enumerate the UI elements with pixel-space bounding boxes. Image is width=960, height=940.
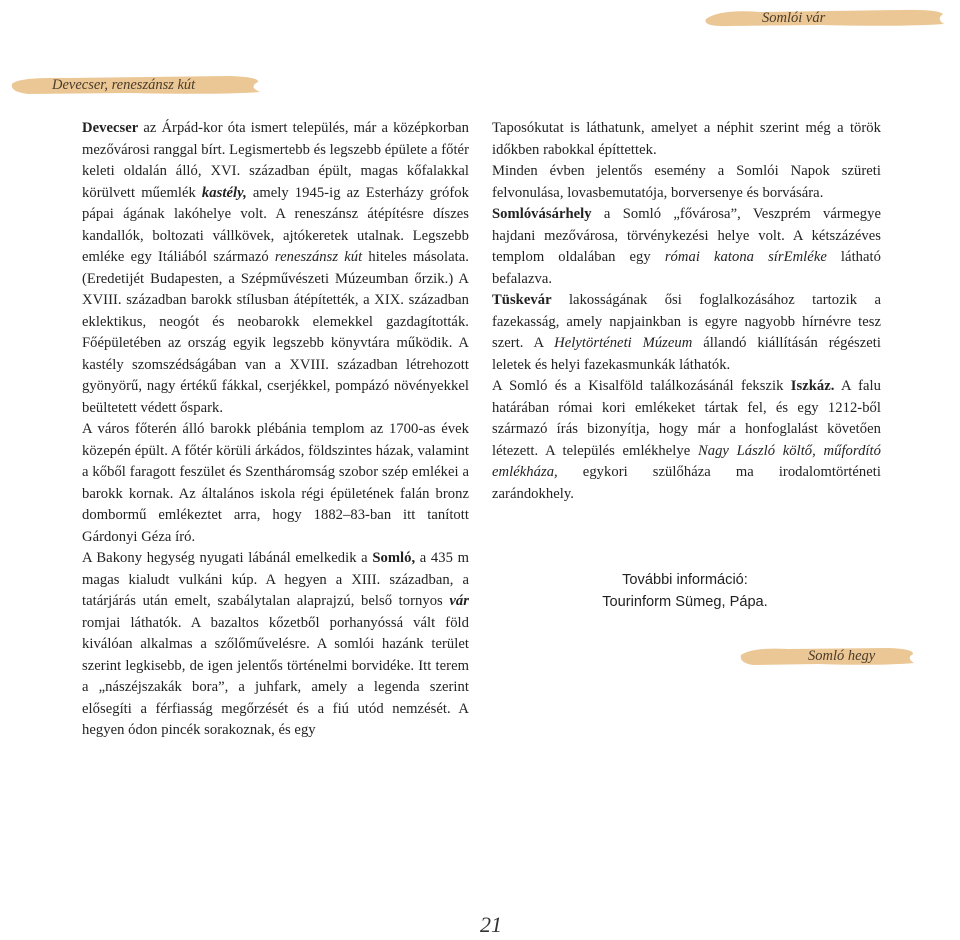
- left-text-column: [82, 118, 469, 742]
- page-number: 21: [480, 912, 502, 937]
- place-name-iszkaz: Iszkáz.: [790, 378, 835, 394]
- info-heading: További információ:: [622, 572, 748, 588]
- place-name-somlovasarhely: Somlóvásárhely: [492, 206, 592, 222]
- text-run: a 435 m magas kialudt vulkáni kúp. A hegyen a XIII. században, a tatárjárás után emelt, szabálytalan alaprajzú, belső tornyos: [82, 550, 469, 609]
- text-run: A Bakony hegység nyugati lábánál emelkedik a: [82, 550, 373, 566]
- text-run: a Somló „fővárosa”, Veszprém vármegye hajdani mezővárosa, törvénykezési helye volt. A kétszázéves templom oldalában egy: [492, 206, 881, 265]
- emph-var: vár: [449, 593, 469, 609]
- text-run: amely 1945-ig az Esterházy grófok pápai ágának lakóhelye volt. A reneszánsz átépítésre díszes kandallók, boltozati vállkövek, ajtókeretek utalnak. Legszebb emléke egy Itáliából származó: [82, 184, 469, 265]
- text-run: lakosságának ősi foglalkozásához tartozik a fazekasság, amely napjainkban is egyre nagyobb hírnévre tesz szert. A: [492, 292, 881, 351]
- paragraph-taposokut: Taposókutat is láthatunk, amelyet a néphit szerint még a török időkben rabokkal építtettek.: [492, 120, 881, 158]
- right-text-column: [492, 118, 881, 505]
- label-somloi-var: [700, 5, 945, 31]
- label-text: Devecser, reneszánsz kút: [52, 77, 196, 93]
- further-info-block: [560, 570, 810, 613]
- text-run: hiteles másolata. (Eredetijét Budapesten, a Szépművészeti Múzeumban őrzik.) A XVIII. században barokk stílusban átépítették, a XIX. században eklektikus, neogót és neobarokk elemekkel gazdagították. Főépületében az ország egyik legszebb könyvtára működik. A kastély szomszédságában van a XVIII. században létrehozott gyönyörű, nagy értékű fákkal, cserjékkel, pompázó növényekkel beültetett védett őspark.: [82, 249, 469, 416]
- place-name-somlo: Somló,: [372, 550, 416, 566]
- paragraph-varos-foter: A város főterén álló barokk plébánia templom az 1700-as évek közepén épült. A főtér körüli árkádos, földszintes házak, valamint a kőből faragott feszület és Szentháromság szobor szép emlékei a barokk kornak. Az általános iskola régi épületének falán bronz dombormű emlékeztet arra, hogy 1882–83-ban itt tanított Gárdonyi Géza író.: [82, 421, 469, 545]
- emph-nagy-laszlo: Nagy László költő, műfordító emlékháza,: [492, 442, 881, 480]
- info-tourinform: Tourinform Sümeg, Pápa.: [602, 593, 768, 610]
- emph-kastely: kastély,: [201, 184, 247, 201]
- text-run: A falu határában római kori emlékeket tártak fel, és egy 1212-ből származó írás bizonyítja, hogy már a honfoglalást követően létezett. A település emlékhelye: [492, 378, 881, 459]
- emph-helytorteneti-muzeum: Helytörténeti Múzeum: [554, 335, 693, 351]
- label-text: Somló hegy: [808, 648, 876, 664]
- text-run: A Somló és a Kisalföld találkozásánál fekszik: [492, 378, 791, 394]
- emph-romai-katona: római katona sírEmléke: [664, 249, 827, 265]
- text-run: romjai láthatók. A bazaltos kőzetből porhanyóssá vált föld kiválóan alkalmas a szőlőművelésre. A somlói hazánk terület szerint legkisebb, de igen jelentős történelmi borvidéke. Itt terem a „nászéjszakák bora”, a juhfark, amely a legenda szerint elősegíti a férfiasság megőrzését és a fiú utód nemzését. A hegyen ódon pincék sorakoznak, és egy: [82, 614, 469, 738]
- paragraph-iszkaz: [492, 376, 881, 505]
- paragraph-devecser: [82, 118, 469, 419]
- paragraph-somlovasarhely: [492, 204, 881, 290]
- emph-reneszansz-kut: reneszánsz kút: [274, 249, 363, 265]
- text-run: egykori szülőháza ma irodalomtörténeti zarándokhely.: [492, 464, 881, 502]
- place-name-tuskevar: Tüskevár: [492, 292, 552, 308]
- label-devecser-kut: [8, 72, 263, 98]
- text-run: állandó kiállításán régészeti leletek és helyi fazekasmunkák láthatók.: [492, 335, 882, 373]
- label-somlo-hegy: [738, 643, 916, 669]
- paragraph-somloi-napok: Minden évben jelentős esemény a Somlói Napok szüreti felvonulása, lovasbemutatója, borversenye és borvására.: [492, 163, 881, 201]
- label-text: Somlói vár: [762, 10, 826, 26]
- place-name-devecser: Devecser: [82, 120, 139, 136]
- paragraph-bakony-somlo: [82, 548, 469, 742]
- paragraph-tuskevar: [492, 290, 881, 376]
- text-run: az Árpád-kor óta ismert település, már a középkorban mezővárosi ranggal bírt. Legismertebb és legszebb épülete a főtér keleti oldalán álló, XVI. században épült, magas kőfalakkal körülvett műemlék: [82, 120, 469, 201]
- text-run: látható befalazva.: [492, 249, 881, 287]
